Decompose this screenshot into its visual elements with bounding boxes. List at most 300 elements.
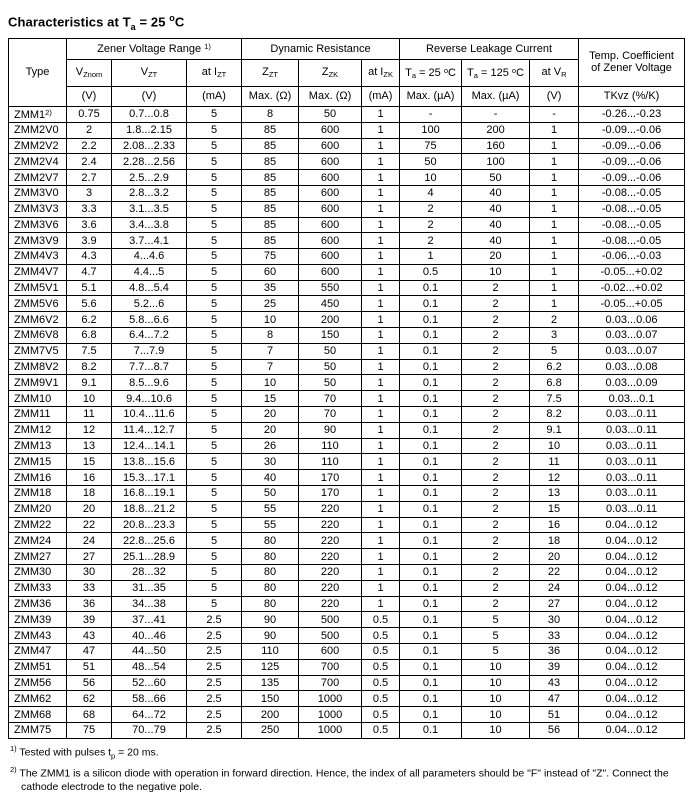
value-cell: 600	[299, 233, 362, 249]
value-cell: 0.1	[400, 691, 462, 707]
value-cell: 0.1	[400, 675, 462, 691]
value-cell: 90	[242, 628, 299, 644]
value-cell: 0.04...0.12	[579, 723, 685, 739]
header-group-row	[9, 38, 685, 59]
table-row	[9, 154, 685, 170]
value-cell: 110	[299, 438, 362, 454]
table-row	[9, 217, 685, 233]
type-cell: ZMM75	[9, 723, 67, 739]
type-cell: ZMM11	[9, 407, 67, 423]
value-cell: 5	[187, 517, 242, 533]
value-cell: 85	[242, 233, 299, 249]
value-cell: 100	[462, 154, 530, 170]
type-cell: ZMM5V6	[9, 296, 67, 312]
value-cell: 0.1	[400, 375, 462, 391]
type-cell: ZMM22	[9, 517, 67, 533]
unit-vr: (V)	[530, 86, 579, 106]
value-cell: 4.7	[67, 264, 112, 280]
table-row	[9, 707, 685, 723]
value-cell: 5	[187, 138, 242, 154]
value-cell: -	[462, 106, 530, 122]
value-cell: 170	[299, 470, 362, 486]
value-cell: 30	[67, 565, 112, 581]
value-cell: 220	[299, 580, 362, 596]
value-cell: 1	[362, 233, 400, 249]
value-cell: 85	[242, 170, 299, 186]
value-cell: 11.4...12.7	[112, 422, 187, 438]
value-cell: 700	[299, 675, 362, 691]
value-cell: 10	[242, 312, 299, 328]
value-cell: 5	[187, 422, 242, 438]
value-cell: 5.6	[67, 296, 112, 312]
value-cell: 6.2	[530, 359, 579, 375]
value-cell: 2	[400, 233, 462, 249]
value-cell: 0.1	[400, 580, 462, 596]
value-cell: 0.5	[362, 612, 400, 628]
value-cell: 12	[67, 422, 112, 438]
col-header-vznom: $V_{Znom}$	[67, 59, 112, 86]
value-cell: 0.03...0.11	[579, 422, 685, 438]
value-cell: 27	[67, 549, 112, 565]
value-cell: 51	[67, 659, 112, 675]
value-cell: 5	[187, 296, 242, 312]
value-cell: 15	[242, 391, 299, 407]
value-cell: 2.5	[187, 691, 242, 707]
value-cell: 200	[299, 312, 362, 328]
value-cell: 3.9	[67, 233, 112, 249]
value-cell: 5	[187, 170, 242, 186]
value-cell: 5	[187, 233, 242, 249]
col-header-zzt: $Z_{ZT}$	[242, 59, 299, 86]
value-cell: 12	[530, 470, 579, 486]
value-cell: -0.08...-0.05	[579, 185, 685, 201]
value-cell: 1	[362, 407, 400, 423]
value-cell: 35	[242, 280, 299, 296]
value-cell: 600	[299, 170, 362, 186]
value-cell: 4.4...5	[112, 264, 187, 280]
table-row	[9, 549, 685, 565]
value-cell: 220	[299, 517, 362, 533]
unit-zzt: Max. (Ω)	[242, 86, 299, 106]
value-cell: 75	[242, 249, 299, 265]
value-cell: 2	[462, 312, 530, 328]
value-cell: 1	[362, 580, 400, 596]
value-cell: 0.1	[400, 533, 462, 549]
value-cell: 0.1	[400, 612, 462, 628]
value-cell: 9.1	[67, 375, 112, 391]
value-cell: 0.1	[400, 486, 462, 502]
value-cell: 110	[299, 454, 362, 470]
table-row	[9, 201, 685, 217]
table-row	[9, 565, 685, 581]
col-group-dynamic-resistance: Dynamic Resistance	[242, 38, 400, 59]
type-cell: ZMM9V1	[9, 375, 67, 391]
value-cell: 220	[299, 596, 362, 612]
value-cell: 4.3	[67, 249, 112, 265]
value-cell: 0.5	[362, 675, 400, 691]
value-cell: 30	[530, 612, 579, 628]
value-cell: 0.1	[400, 312, 462, 328]
type-cell: ZMM2V2	[9, 138, 67, 154]
value-cell: 1000	[299, 691, 362, 707]
value-cell: 4...4.6	[112, 249, 187, 265]
value-cell: 0.5	[362, 628, 400, 644]
col-group-temp-coefficient: Temp. Coefficient of Zener Voltage	[579, 38, 685, 86]
value-cell: 40	[462, 185, 530, 201]
value-cell: 0.1	[400, 517, 462, 533]
value-cell: 0.5	[362, 707, 400, 723]
value-cell: 0.04...0.12	[579, 675, 685, 691]
value-cell: 3	[530, 328, 579, 344]
value-cell: 2	[400, 217, 462, 233]
value-cell: 1	[362, 264, 400, 280]
value-cell: 33	[67, 580, 112, 596]
value-cell: 1	[362, 422, 400, 438]
value-cell: 0.04...0.12	[579, 596, 685, 612]
value-cell: 5	[187, 154, 242, 170]
value-cell: 1	[362, 170, 400, 186]
table-row	[9, 138, 685, 154]
value-cell: 4	[400, 185, 462, 201]
value-cell: 6.2	[67, 312, 112, 328]
value-cell: 2	[462, 517, 530, 533]
value-cell: 8.2	[67, 359, 112, 375]
value-cell: 5	[187, 217, 242, 233]
value-cell: 2	[462, 549, 530, 565]
type-cell: ZMM47	[9, 644, 67, 660]
value-cell: -0.08...-0.05	[579, 233, 685, 249]
table-row	[9, 122, 685, 138]
value-cell: 2.5	[187, 659, 242, 675]
value-cell: -0.02...+0.02	[579, 280, 685, 296]
value-cell: 80	[242, 596, 299, 612]
value-cell: 5	[187, 201, 242, 217]
table-row	[9, 296, 685, 312]
value-cell: 0.1	[400, 422, 462, 438]
value-cell: 0.03...0.11	[579, 454, 685, 470]
type-cell: ZMM1$^{2)}$	[9, 106, 67, 122]
value-cell: 0.04...0.12	[579, 549, 685, 565]
value-cell: 51	[530, 707, 579, 723]
value-cell: 16	[67, 470, 112, 486]
value-cell: 0.04...0.12	[579, 691, 685, 707]
value-cell: 10.4...11.6	[112, 407, 187, 423]
value-cell: 5	[187, 533, 242, 549]
value-cell: 55	[242, 501, 299, 517]
col-header-type: Type	[9, 38, 67, 106]
value-cell: 5	[187, 596, 242, 612]
value-cell: 600	[299, 138, 362, 154]
value-cell: 16.8...19.1	[112, 486, 187, 502]
value-cell: 3.3	[67, 201, 112, 217]
value-cell: 0.7...0.8	[112, 106, 187, 122]
value-cell: 50	[299, 106, 362, 122]
value-cell: 39	[530, 659, 579, 675]
value-cell: -0.05...+0.05	[579, 296, 685, 312]
value-cell: 10	[462, 264, 530, 280]
value-cell: 1	[362, 438, 400, 454]
value-cell: 0.03...0.11	[579, 486, 685, 502]
value-cell: 2	[462, 343, 530, 359]
footnote-1: $^{1)}$ Tested with pulses $t_p = 20$ ms.	[10, 743, 159, 761]
value-cell: 50	[299, 343, 362, 359]
characteristics-table	[8, 38, 685, 739]
value-cell: 1	[362, 280, 400, 296]
value-cell: 5.2...6	[112, 296, 187, 312]
value-cell: 1	[362, 454, 400, 470]
value-cell: 39	[67, 612, 112, 628]
value-cell: 3.6	[67, 217, 112, 233]
value-cell: 24	[67, 533, 112, 549]
value-cell: 8	[242, 328, 299, 344]
value-cell: 2.5	[187, 675, 242, 691]
value-cell: 0.5	[362, 659, 400, 675]
type-cell: ZMM5V1	[9, 280, 67, 296]
value-cell: 1	[530, 170, 579, 186]
value-cell: 6.4...7.2	[112, 328, 187, 344]
value-cell: 6.8	[530, 375, 579, 391]
value-cell: 500	[299, 612, 362, 628]
value-cell: 85	[242, 138, 299, 154]
table-row	[9, 343, 685, 359]
value-cell: 18	[530, 533, 579, 549]
value-cell: 1	[362, 359, 400, 375]
value-cell: 1	[530, 138, 579, 154]
value-cell: 28...32	[112, 565, 187, 581]
value-cell: 9.1	[530, 422, 579, 438]
value-cell: 5	[187, 249, 242, 265]
value-cell: 5	[187, 407, 242, 423]
value-cell: 3.7...4.1	[112, 233, 187, 249]
value-cell: 5	[187, 359, 242, 375]
value-cell: -	[400, 106, 462, 122]
col-header-at-izt: at $I_{ZT}$	[187, 59, 242, 86]
value-cell: 135	[242, 675, 299, 691]
value-cell: 600	[299, 185, 362, 201]
table-row	[9, 659, 685, 675]
value-cell: 600	[299, 264, 362, 280]
value-cell: 0.1	[400, 438, 462, 454]
value-cell: 5	[187, 106, 242, 122]
type-cell: ZMM51	[9, 659, 67, 675]
value-cell: 25	[242, 296, 299, 312]
value-cell: 0.03...0.11	[579, 407, 685, 423]
value-cell: 1	[362, 375, 400, 391]
value-cell: 5	[187, 264, 242, 280]
value-cell: -	[530, 106, 579, 122]
value-cell: 2.7	[67, 170, 112, 186]
table-row	[9, 407, 685, 423]
value-cell: 7.5	[530, 391, 579, 407]
table-row	[9, 391, 685, 407]
value-cell: 1	[530, 201, 579, 217]
value-cell: 5.1	[67, 280, 112, 296]
type-cell: ZMM7V5	[9, 343, 67, 359]
type-cell: ZMM8V2	[9, 359, 67, 375]
value-cell: 2.5	[187, 644, 242, 660]
value-cell: 50	[400, 154, 462, 170]
value-cell: 1	[362, 343, 400, 359]
value-cell: 1	[362, 328, 400, 344]
value-cell: 52...60	[112, 675, 187, 691]
value-cell: 250	[242, 723, 299, 739]
value-cell: 1000	[299, 707, 362, 723]
value-cell: 2	[462, 391, 530, 407]
value-cell: 64...72	[112, 707, 187, 723]
value-cell: 40	[462, 217, 530, 233]
value-cell: 1.8...2.15	[112, 122, 187, 138]
value-cell: 15.3...17.1	[112, 470, 187, 486]
value-cell: 85	[242, 185, 299, 201]
value-cell: 3.4...3.8	[112, 217, 187, 233]
value-cell: 5	[187, 312, 242, 328]
value-cell: 13	[67, 438, 112, 454]
value-cell: 55	[242, 517, 299, 533]
value-cell: 2.08...2.33	[112, 138, 187, 154]
value-cell: 1	[362, 249, 400, 265]
value-cell: 200	[462, 122, 530, 138]
value-cell: 2	[462, 486, 530, 502]
value-cell: 5	[187, 375, 242, 391]
col-header-vzt: $V_{ZT}$	[112, 59, 187, 86]
value-cell: 5.8...6.6	[112, 312, 187, 328]
value-cell: 0.1	[400, 549, 462, 565]
table-row	[9, 280, 685, 296]
value-cell: 56	[67, 675, 112, 691]
value-cell: 1	[362, 312, 400, 328]
col-header-at-vr: at $V_R$	[530, 59, 579, 86]
value-cell: 0.04...0.12	[579, 533, 685, 549]
table-row	[9, 359, 685, 375]
value-cell: 5	[187, 122, 242, 138]
value-cell: 50	[299, 359, 362, 375]
col-header-ta-25: $T_a = 25$ $^o$C	[400, 59, 462, 86]
type-cell: ZMM16	[9, 470, 67, 486]
type-cell: ZMM15	[9, 454, 67, 470]
value-cell: 5	[187, 549, 242, 565]
type-cell: ZMM20	[9, 501, 67, 517]
value-cell: 7.5	[67, 343, 112, 359]
value-cell: 11	[67, 407, 112, 423]
value-cell: 5	[187, 454, 242, 470]
value-cell: 1	[362, 596, 400, 612]
type-cell: ZMM24	[9, 533, 67, 549]
table-row	[9, 486, 685, 502]
value-cell: 5	[187, 501, 242, 517]
value-cell: 700	[299, 659, 362, 675]
value-cell: 85	[242, 217, 299, 233]
type-cell: ZMM3V6	[9, 217, 67, 233]
value-cell: 0.04...0.12	[579, 659, 685, 675]
value-cell: 40	[462, 233, 530, 249]
col-group-reverse-leakage-current: Reverse Leakage Current	[400, 38, 579, 59]
value-cell: 2.5...2.9	[112, 170, 187, 186]
table-row	[9, 438, 685, 454]
value-cell: 150	[242, 691, 299, 707]
value-cell: 27	[530, 596, 579, 612]
value-cell: 1	[362, 533, 400, 549]
value-cell: 4.8...5.4	[112, 280, 187, 296]
value-cell: 58...66	[112, 691, 187, 707]
value-cell: 1	[530, 154, 579, 170]
value-cell: 2.5	[187, 723, 242, 739]
value-cell: 24	[530, 580, 579, 596]
value-cell: 0.1	[400, 470, 462, 486]
value-cell: 80	[242, 565, 299, 581]
value-cell: 8.5...9.6	[112, 375, 187, 391]
value-cell: 0.03...0.09	[579, 375, 685, 391]
value-cell: 20	[530, 549, 579, 565]
value-cell: 10	[242, 375, 299, 391]
value-cell: 10	[530, 438, 579, 454]
unit-zzk: Max. (Ω)	[299, 86, 362, 106]
value-cell: 1	[530, 296, 579, 312]
value-cell: 1	[362, 391, 400, 407]
value-cell: 44...50	[112, 644, 187, 660]
value-cell: 50	[299, 375, 362, 391]
table-row	[9, 501, 685, 517]
value-cell: 85	[242, 154, 299, 170]
value-cell: 1	[362, 154, 400, 170]
value-cell: 20	[242, 407, 299, 423]
value-cell: 75	[400, 138, 462, 154]
value-cell: 1	[530, 280, 579, 296]
value-cell: 15	[67, 454, 112, 470]
type-cell: ZMM6V2	[9, 312, 67, 328]
page-title: Characteristics at $T_a = 25$ $^o$C	[8, 13, 185, 32]
value-cell: 125	[242, 659, 299, 675]
table-row	[9, 533, 685, 549]
value-cell: -0.09...-0.06	[579, 122, 685, 138]
value-cell: 110	[242, 644, 299, 660]
value-cell: 2	[462, 501, 530, 517]
value-cell: 2	[530, 312, 579, 328]
value-cell: 5	[462, 644, 530, 660]
value-cell: 1	[530, 217, 579, 233]
value-cell: 150	[299, 328, 362, 344]
value-cell: 90	[299, 422, 362, 438]
value-cell: 5	[187, 580, 242, 596]
value-cell: 11	[530, 454, 579, 470]
type-cell: ZMM2V0	[9, 122, 67, 138]
value-cell: 33	[530, 628, 579, 644]
type-cell: ZMM3V9	[9, 233, 67, 249]
table-row	[9, 470, 685, 486]
value-cell: 5	[462, 612, 530, 628]
type-cell: ZMM6V8	[9, 328, 67, 344]
value-cell: 2	[67, 122, 112, 138]
value-cell: 5	[187, 343, 242, 359]
value-cell: 1	[530, 233, 579, 249]
value-cell: 20	[67, 501, 112, 517]
value-cell: 2.5	[187, 628, 242, 644]
value-cell: 1	[530, 249, 579, 265]
value-cell: 1	[362, 470, 400, 486]
value-cell: 90	[242, 612, 299, 628]
value-cell: 68	[67, 707, 112, 723]
table-row	[9, 249, 685, 265]
value-cell: 10	[462, 691, 530, 707]
value-cell: 2	[400, 201, 462, 217]
value-cell: 600	[299, 154, 362, 170]
value-cell: 0.04...0.12	[579, 707, 685, 723]
table-row	[9, 580, 685, 596]
value-cell: 0.5	[400, 264, 462, 280]
value-cell: 0.5	[362, 691, 400, 707]
unit-ta125: Max. (µA)	[462, 86, 530, 106]
value-cell: 2.8...3.2	[112, 185, 187, 201]
value-cell: 1	[362, 565, 400, 581]
